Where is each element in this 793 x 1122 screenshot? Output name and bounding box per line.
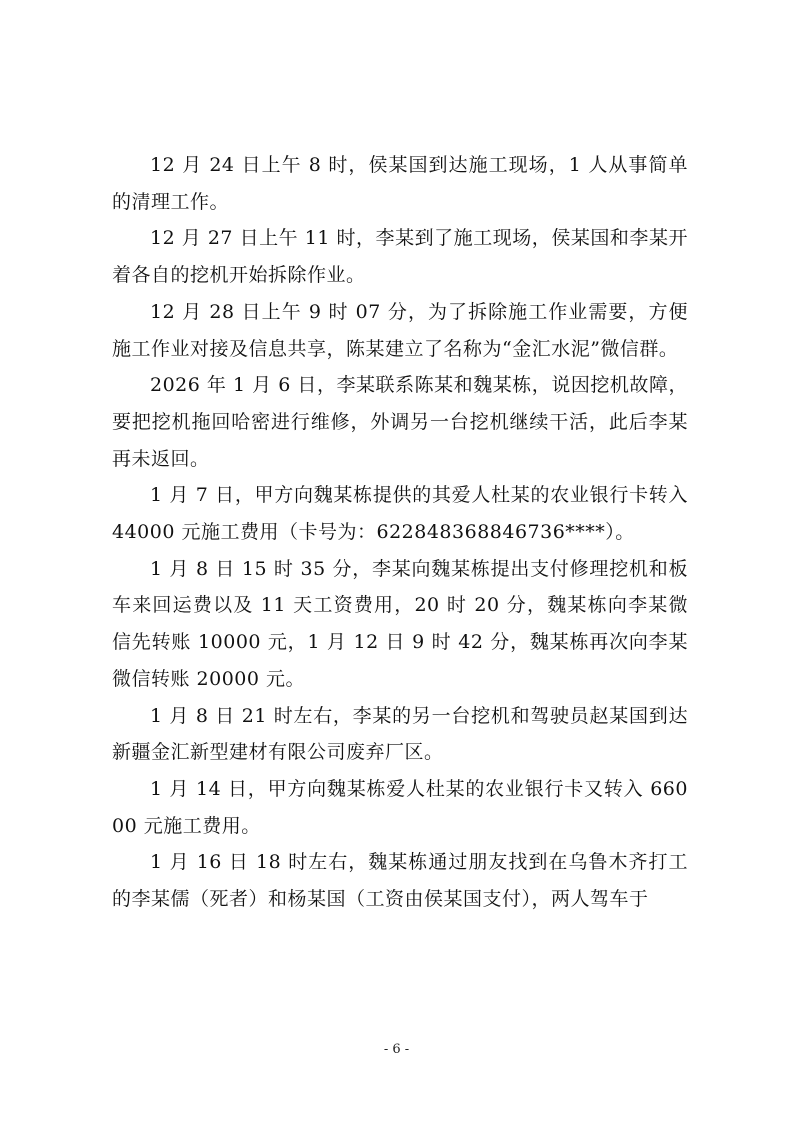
page-number: - 6 - (383, 1042, 410, 1057)
paragraph-5: 1 月 7 日，甲方向魏某栋提供的其爱人杜某的农业银行卡转入 44000 元施工费用（卡号为：622848368846736****）。 (112, 484, 688, 544)
paragraph-9: 1 月 16 日 18 时左右，魏某栋通过朋友找到在乌鲁木齐打工的李某儒（死者）和杨某国（工资由侯某国支付），两人驾车于 (112, 851, 688, 911)
paragraph-1: 12 月 24 日上午 8 时，侯某国到达施工现场，1 人从事简单的清理工作。 (112, 154, 688, 213)
body-text (112, 147, 688, 918)
paragraph-3: 12 月 28 日上午 9 时 07 分，为了拆除施工作业需要，方便施工作业对接及信息共享，陈某建立了名称为“金汇水泥”微信群。 (112, 300, 688, 360)
paragraph-4: 2026 年 1 月 6 日，李某联系陈某和魏某栋，说因挖机故障，要把挖机拖回哈密进行维修，外调另一台挖机继续干活，此后李某再未返回。 (112, 374, 688, 470)
paragraph-7: 1 月 8 日 21 时左右，李某的另一台挖机和驾驶员赵某国到达新疆金汇新型建材有限公司废弃厂区。 (112, 704, 688, 764)
paragraph-8: 1 月 14 日，甲方向魏某栋爱人杜某的农业银行卡又转入 66000 元施工费用。 (112, 777, 688, 837)
paragraph-2: 12 月 27 日上午 11 时，李某到了施工现场，侯某国和李某开着各自的挖机开始拆除作业。 (112, 227, 688, 287)
paragraph-6: 1 月 8 日 15 时 35 分，李某向魏某栋提出支付修理挖机和板车来回运费以及 11 天工资费用，20 时 20 分，魏某栋向李某微信先转账 10000 元，1 月 12 日 9 时 42 分，魏某栋再次向李某微信转账 20000 元。 (112, 557, 688, 690)
